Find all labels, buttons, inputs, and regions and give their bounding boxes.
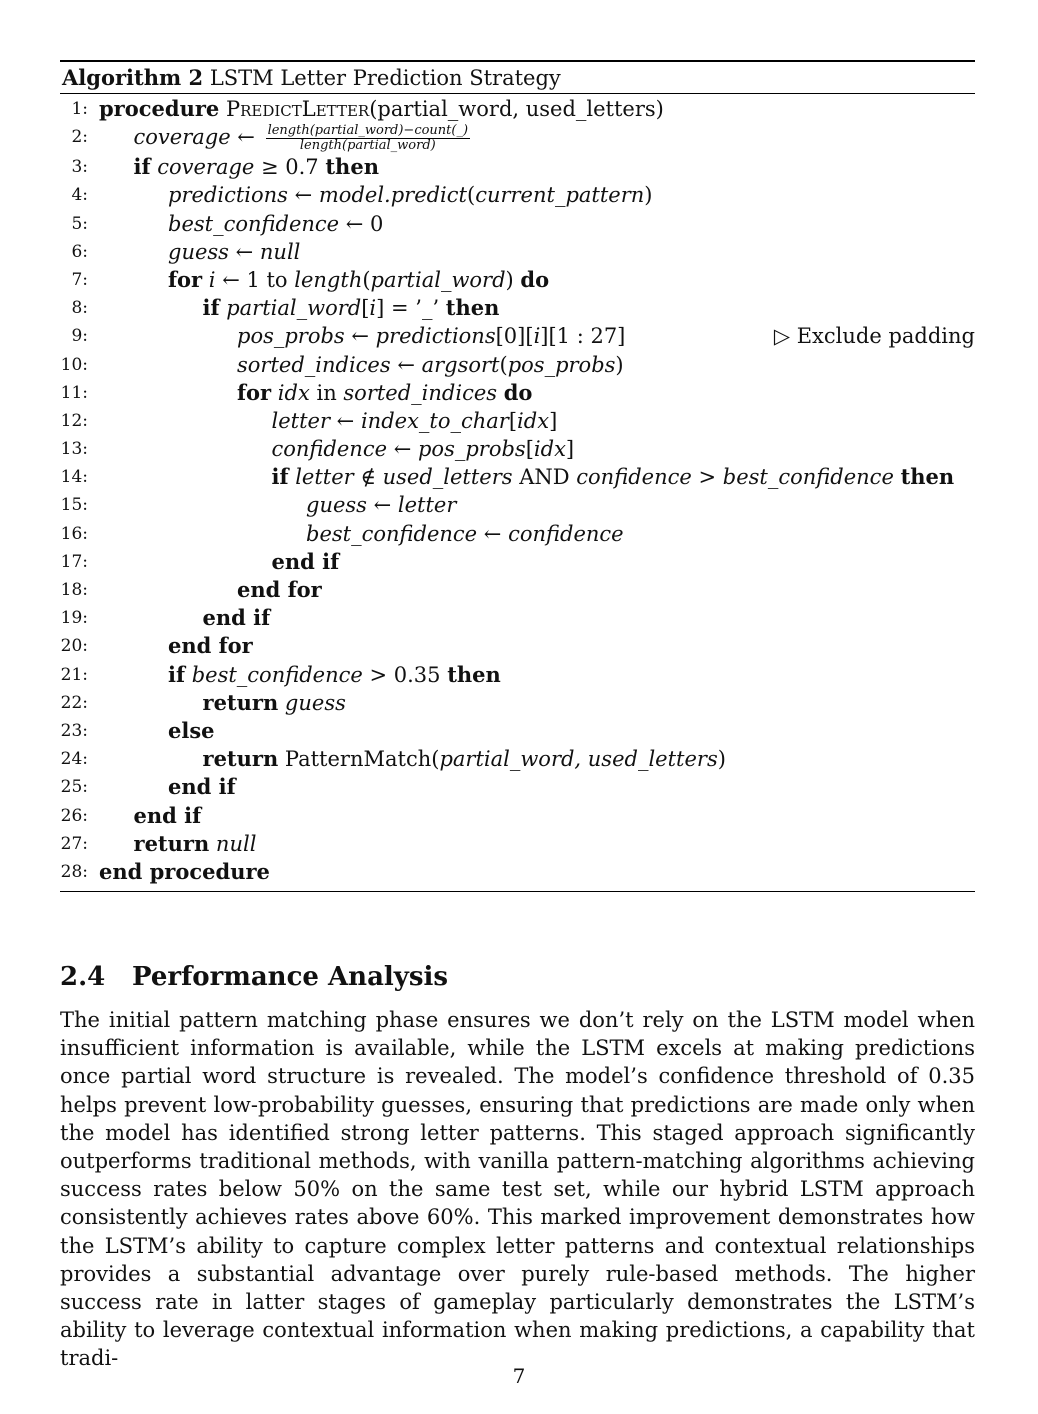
line-code: end for [237, 577, 322, 602]
line-comment: ▷ Exclude padding [773, 324, 975, 349]
line-code: procedure PredictLetter(partial_word, used_letters) [99, 96, 664, 121]
line-code: pos_probs ← predictions[0][i][1 : 27] [237, 324, 626, 349]
line-code: else [168, 717, 215, 743]
line-code: confidence ← pos_probs[idx] [271, 437, 575, 462]
line-number: 23: [60, 720, 88, 741]
line-number: 3: [71, 157, 88, 178]
algorithm-line [60, 210, 975, 238]
line-number: 15: [60, 495, 88, 516]
algorithm-line [60, 238, 975, 266]
line-number: 5: [71, 213, 88, 234]
line-number: 11: [60, 382, 88, 403]
algorithm-line [60, 745, 975, 773]
line-number: 19: [60, 608, 88, 629]
algorithm-line [60, 491, 975, 519]
line-number: 27: [60, 833, 88, 854]
line-code: guess ← null [168, 239, 301, 264]
line-code: return guess [202, 689, 346, 715]
algorithm-line [60, 123, 975, 153]
line-code: end if [202, 605, 271, 631]
line-code: end procedure [99, 858, 270, 884]
section-paragraph: The initial pattern matching phase ensures we don’t rely on the LSTM model when insufficient information is available, while the LSTM excels at making predictions once partial word structure is revealed. The model’s confidence threshold of 0.35 helps prevent low-probability guesses, ensuring that predictions are made only when the model has identified strong letter patterns. This staged approach significantly outperforms traditional methods, with vanilla pattern-matching algorithms achieving success rates below 50% on the same test set, while our hybrid LSTM approach consistently achieves rates above 60%. This marked improvement demonstrates how the LSTM’s ability to capture complex letter patterns and contextual relationships provides a substantial advantage over purely rule-based methods. The higher success rate in latter stages of gameplay particularly demonstrates the LSTM’s ability to leverage contextual information when making predictions, a capability that tradi- [60, 1008, 975, 1371]
line-number: 24: [60, 749, 88, 770]
algorithm-line [60, 407, 975, 435]
line-code: guess ← letter [306, 493, 457, 518]
line-code: end for [168, 633, 253, 659]
line-number: 9: [71, 326, 88, 347]
algorithm-line [60, 717, 975, 745]
line-code: return null [133, 830, 257, 856]
line-number: 6: [71, 241, 88, 262]
line-code: end if [271, 548, 340, 574]
line-code: coverage ← $\frac{\text{length(partial\_word)−count(\_)}}{\text{length(partial\_word)}}$ [133, 123, 469, 154]
line-number: 13: [60, 439, 88, 460]
algorithm-line [60, 661, 975, 689]
algorithm-label: Algorithm 2 [62, 65, 204, 90]
algorithm-line [60, 604, 975, 632]
line-code: end if [133, 802, 202, 828]
line-number: 1: [71, 99, 88, 119]
line-code: if letter ∉ used_letters AND confidence > best_confidence then [271, 464, 955, 490]
line-number: 17: [60, 551, 88, 572]
algorithm-title: LSTM Letter Prediction Strategy [209, 66, 561, 90]
line-number: 21: [60, 664, 88, 685]
algorithm-bottom-rule [60, 891, 975, 892]
line-code: best_confidence ← confidence [306, 521, 624, 546]
line-number: 18: [60, 580, 88, 600]
line-number: 16: [60, 523, 88, 544]
algorithm-lines [60, 94, 975, 891]
algorithm-line [60, 463, 975, 491]
line-number: 2: [71, 127, 88, 148]
algorithm-line [60, 266, 975, 294]
section-performance-analysis [60, 960, 975, 1373]
algorithm-line [60, 802, 975, 830]
line-number: 7: [71, 269, 88, 290]
algorithm-line [60, 181, 975, 209]
line-number: 8: [71, 298, 88, 319]
algorithm-line [60, 773, 975, 801]
algorithm-line [60, 95, 975, 123]
algorithm-line [60, 294, 975, 322]
algorithm-line [60, 858, 975, 886]
line-code: end if [168, 774, 236, 800]
algorithm-line [60, 153, 975, 181]
line-code: best_confidence ← 0 [168, 211, 384, 236]
line-code: return PatternMatch(partial_word, used_letters) [202, 746, 726, 772]
algorithm-line [60, 548, 975, 576]
algorithm-line [60, 632, 975, 660]
line-number: 4: [71, 185, 88, 206]
algorithm-line [60, 689, 975, 717]
line-code: for idx in sorted_indices do [237, 379, 533, 405]
algorithm-line [60, 435, 975, 463]
line-number: 12: [60, 410, 88, 431]
algorithm-line [60, 520, 975, 548]
line-number: 10: [60, 354, 88, 375]
line-code: sorted_indices ← argsort(pos_probs) [237, 352, 624, 377]
algorithm-caption [60, 62, 975, 93]
section-title: Performance Analysis [132, 962, 449, 992]
line-number: 14: [60, 467, 88, 488]
line-code: if partial_word[i] = ’_’ then [202, 295, 500, 321]
line-number: 25: [60, 777, 88, 798]
line-code: if coverage ≥ 0.7 then [133, 154, 379, 180]
algorithm-line [60, 379, 975, 407]
line-number: 20: [60, 636, 88, 657]
algorithm-box [60, 60, 975, 892]
line-code: letter ← index_to_char[idx] [271, 408, 558, 433]
line-number: 22: [60, 692, 88, 713]
section-heading [60, 960, 975, 994]
algorithm-line [60, 830, 975, 858]
line-code: predictions ← model.predict(current_pattern) [168, 183, 653, 208]
line-code: if best_confidence > 0.35 then [168, 661, 501, 687]
section-number: 2.4 [60, 962, 106, 992]
algorithm-line [60, 351, 975, 379]
page-number: 7 [512, 1364, 526, 1388]
algorithm-line [60, 576, 975, 604]
line-code: for i ← 1 to length(partial_word) do [168, 266, 550, 292]
algorithm-line [60, 322, 975, 350]
line-number: 26: [60, 805, 88, 826]
line-number: 28: [60, 861, 88, 882]
